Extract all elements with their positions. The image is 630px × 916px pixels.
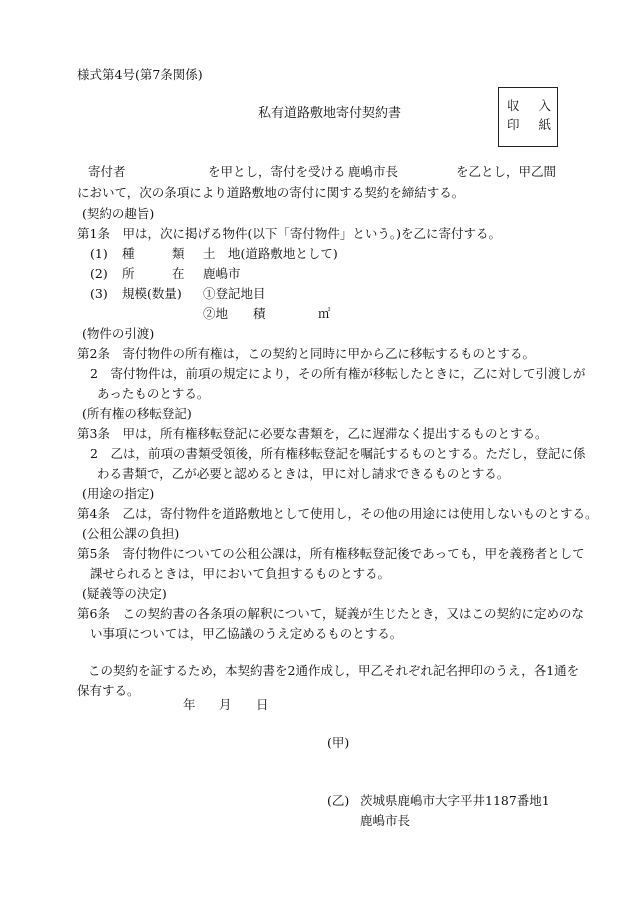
item-3-label: 規模(数量) — [122, 286, 182, 301]
date-year: 年 — [183, 697, 196, 712]
intro-text-b: を乙とし，甲乙間 — [456, 164, 557, 179]
article-5-heading: (公租公課の負担) — [82, 526, 180, 541]
item-3-number: (3) — [90, 286, 108, 301]
article-1-heading: (契約の趣旨) — [82, 206, 155, 221]
revenue-stamp-box — [498, 87, 558, 147]
article-2-para-2-line-1: 2 寄付物件は，前項の規定により，その所有権が移転したときに，乙に対して引渡しが — [90, 366, 586, 381]
article-4-text: 第4条 乙は，寄付物件を道路敷地として使用し，その他の用途には使用しないものとする。 — [77, 506, 598, 521]
article-1-text: 第1条 甲は，次に掲げる物件(以下「寄付物件」という。)を乙に寄付する。 — [77, 226, 501, 241]
article-3-para-2-line-1: 2 乙は，前項の書類受領後，所有権移転登記を嘱託するものとする。ただし，登記に係 — [90, 446, 586, 461]
article-4-heading: (用途の指定) — [82, 486, 155, 501]
item-2-label: 所 在 — [122, 266, 185, 281]
article-2-para-2-line-2: あったものとする。 — [97, 386, 210, 401]
party-b-name: 鹿嶋市長 — [360, 813, 411, 828]
closing-line-1: この契約を証するため，本契約書を2通作成し，甲乙それぞれ記名押印のうえ，各1通を — [88, 663, 580, 678]
intro-line-2: において，次の条項により道路敷地の寄付に関する契約を締結する。 — [77, 185, 465, 200]
article-5-line-1: 第5条 寄付物件についての公租公課は，所有権移転登記後であっても，甲を義務者として — [77, 546, 585, 561]
party-b-address: 茨城県鹿嶋市大字平井1187番地1 — [360, 793, 550, 808]
article-2-text: 第2条 寄付物件の所有権は，この契約と同時に甲から乙に移転するものとする。 — [77, 346, 535, 361]
item-2-number: (2) — [90, 266, 108, 281]
item-2-value: 鹿嶋市 — [203, 266, 241, 281]
article-6-line-2: い事項については，甲乙協議のうえ定めるものとする。 — [90, 626, 403, 641]
item-3-value: ①登記地目 — [203, 286, 266, 301]
item-3b-unit: ㎡ — [318, 306, 331, 321]
article-2-heading: (物件の引渡) — [82, 326, 155, 341]
document-title: 私有道路敷地寄付契約書 — [258, 106, 402, 121]
form-number: 様式第4号(第7条関係) — [77, 67, 203, 82]
article-3-para-2-line-2: わる書類で，乙が必要と認めるときは，甲に対し請求できるものとする。 — [97, 466, 510, 481]
item-1-label: 種 類 — [122, 246, 185, 261]
article-6-heading: (疑義等の決定) — [82, 586, 167, 601]
item-1-number: (1) — [90, 246, 108, 261]
closing-line-2: 保有する。 — [77, 683, 140, 698]
stamp-char: 収 — [507, 98, 520, 113]
item-1-value: 土 地(道路敷地として) — [203, 246, 338, 261]
article-3-text: 第3条 甲は，所有権移転登記に必要な書類を，乙に遅滞なく提出するものとする。 — [77, 426, 548, 441]
intro-mayor-label: 鹿嶋市長 — [348, 164, 399, 179]
item-3b-label: ②地 積 — [203, 306, 266, 321]
article-5-line-2: 課せられるときは，甲において負担するものとする。 — [90, 566, 391, 581]
party-b-label: (乙) — [327, 793, 350, 808]
intro-donor-label: 寄付者 — [88, 164, 126, 179]
article-6-line-1: 第6条 この契約書の各条項の解釈について，疑義が生じたとき，又はこの契約に定めのな — [77, 606, 584, 621]
intro-text-a: を甲とし，寄付を受ける — [208, 164, 346, 179]
date-month: 月 — [219, 697, 232, 712]
article-3-heading: (所有権の移転登記) — [82, 406, 192, 421]
party-a-label: (甲) — [327, 735, 350, 750]
stamp-char: 紙 — [538, 117, 551, 132]
date-day: 日 — [256, 697, 269, 712]
stamp-char: 印 — [507, 117, 520, 132]
stamp-char: 入 — [538, 98, 551, 113]
